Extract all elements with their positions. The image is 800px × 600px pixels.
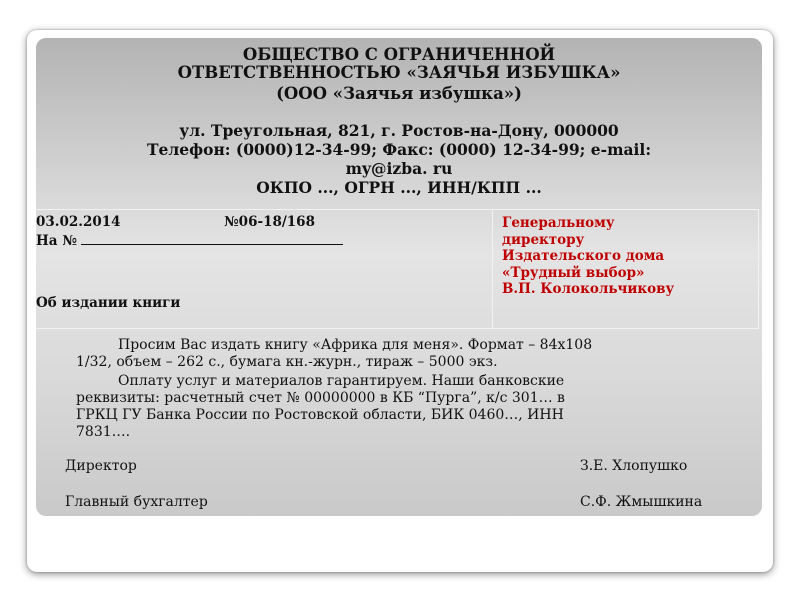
- director-name: З.Е. Хлопушко: [580, 458, 688, 474]
- table-divider: [492, 210, 493, 328]
- accountant-name: С.Ф. Жмышкина: [580, 494, 703, 510]
- body-line: 1/32, объем – 262 с., бумага кн.-журн., тираж – 5000 экз.: [76, 354, 498, 370]
- reference-blank: [81, 231, 343, 245]
- company-name-line-2: ОТВЕТСТВЕННОСТЬЮ «ЗАЯЧЬЯ ИЗБУШКА»: [177, 63, 621, 82]
- addressee-line: «Трудный выбор»: [502, 264, 645, 281]
- company-registration-codes: ОКПО ..., ОГРН ..., ИНН/КПП ...: [256, 178, 542, 197]
- addressee-line: директору: [502, 231, 585, 248]
- director-title: Директор: [65, 458, 137, 474]
- letter-number: №06-18/168: [224, 214, 315, 230]
- accountant-title: Главный бухгалтер: [65, 494, 208, 510]
- body-line: 7831….: [76, 424, 131, 440]
- letter-date: 03.02.2014: [36, 214, 121, 230]
- company-address: ул. Треугольная, 821, г. Ростов-на-Дону, 000000: [179, 121, 619, 140]
- company-email: my@izba. ru: [345, 159, 453, 178]
- addressee: [502, 215, 752, 298]
- body-line: Просим Вас издать книгу «Африка для меня». Формат – 84х108: [118, 337, 593, 353]
- letterhead: [36, 44, 762, 197]
- company-contacts: Телефон: (0000)12-34-99; Факс: (0000) 12-34-99; e-mail:: [146, 140, 652, 159]
- addressee-line: Генеральному: [502, 215, 615, 231]
- body-line: реквизиты: расчетный счет № 00000000 в КБ “Пурга”, к/с 301… в: [76, 390, 565, 406]
- reference-line: [36, 231, 343, 249]
- letter-subject: Об издании книги: [36, 295, 181, 311]
- letter-body: [76, 337, 766, 441]
- reference-label: На №: [36, 233, 77, 249]
- body-line: Оплату услуг и материалов гарантируем. Наши банковские: [118, 373, 565, 389]
- company-name-line-1: ОБЩЕСТВО С ОГРАНИЧЕННОЙ: [242, 45, 556, 64]
- addressee-line: В.П. Колокольчикову: [502, 281, 675, 297]
- addressee-line: Издательского дома: [502, 248, 665, 264]
- company-short-name: (ООО «Заячья избушка»): [276, 84, 522, 103]
- letter-details-table: [36, 209, 759, 329]
- body-line: ГРКЦ ГУ Банка России по Ростовской области, БИК 0460…, ИНН: [76, 407, 564, 423]
